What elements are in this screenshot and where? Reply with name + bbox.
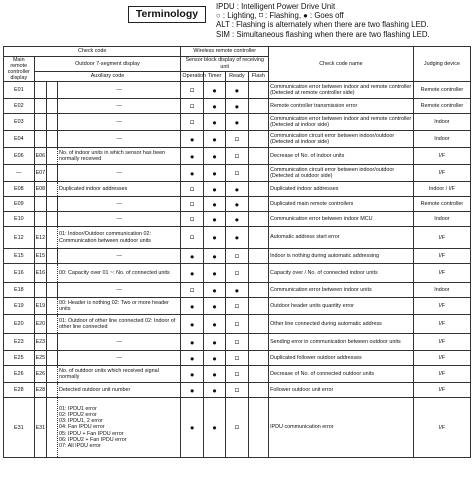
led-tm-indicator: ●: [203, 197, 225, 212]
aux-spacer: [46, 165, 57, 182]
auxiliary-code: —: [58, 249, 181, 264]
auxiliary-code: Detected outdoor unit number: [58, 383, 181, 398]
led-tm-indicator: ●: [203, 148, 225, 165]
led-op-indicator: ⌑: [181, 182, 203, 197]
main-remote-code: E08: [4, 182, 35, 197]
led-tm-indicator: ●: [203, 99, 225, 114]
header-aux-code: Auxiliary code: [34, 71, 181, 82]
judging-device: I/F: [413, 165, 470, 182]
aux-spacer: [46, 131, 57, 148]
aux-spacer: [46, 249, 57, 264]
auxiliary-code: —: [58, 82, 181, 99]
aux-spacer: [46, 212, 57, 227]
check-code-name: Communication error between indoor MCU: [269, 212, 414, 227]
led-rd-indicator: ●: [226, 114, 248, 131]
led-op-indicator: ●: [181, 131, 203, 148]
led-tm-indicator: ●: [203, 165, 225, 182]
main-remote-code: E28: [4, 383, 35, 398]
led-fl-indicator: [248, 315, 268, 334]
aux-spacer: [46, 383, 57, 398]
led-rd-indicator: ⌑: [226, 249, 248, 264]
check-code-name: Duplicated follower outdoor addresses: [269, 351, 414, 366]
judging-device: I/F: [413, 398, 470, 458]
led-tm-indicator: ●: [203, 82, 225, 99]
judging-device: Indoor: [413, 212, 470, 227]
judging-device: I/F: [413, 366, 470, 383]
judging-device: Remote controller: [413, 99, 470, 114]
check-code-name: Communication circuit error between indoor/outdoor (Detected at outdoor side): [269, 165, 414, 182]
main-remote-code: E03: [4, 114, 35, 131]
terminology-legend: [216, 2, 430, 39]
main-remote-code: E04: [4, 131, 35, 148]
aux-spacer: [46, 334, 57, 351]
auxiliary-code: —: [58, 99, 181, 114]
led-op-indicator: ●: [181, 383, 203, 398]
led-rd-indicator: ⌑: [226, 315, 248, 334]
check-code-name: Communication error between indoor and remote controller (Detected at indoor side): [269, 114, 414, 131]
led-tm-indicator: ●: [203, 212, 225, 227]
led-fl-indicator: [248, 212, 268, 227]
header-check-code: Check code: [4, 47, 181, 57]
outdoor-7seg-code: E28: [34, 383, 46, 398]
aux-spacer: [46, 114, 57, 131]
header-flash: Flash: [248, 71, 268, 82]
led-op-indicator: ⌑: [181, 227, 203, 249]
outdoor-7seg-code: [34, 99, 46, 114]
check-code-name: Capacity over / No. of connected indoor units: [269, 264, 414, 283]
led-rd-indicator: ⌑: [226, 298, 248, 315]
header-outdoor-7seg: Outdoor 7-segment display: [34, 57, 181, 72]
aux-spacer: [46, 315, 57, 334]
led-op-indicator: ●: [181, 315, 203, 334]
check-code-name: Decrease of No. of connected outdoor units: [269, 366, 414, 383]
led-op-indicator: ⌑: [181, 197, 203, 212]
aux-spacer: [46, 182, 57, 197]
judging-device: I/F: [413, 351, 470, 366]
auxiliary-code: —: [58, 283, 181, 298]
led-op-indicator: ⌑: [181, 114, 203, 131]
led-rd-indicator: ●: [226, 283, 248, 298]
main-remote-code: E18: [4, 283, 35, 298]
main-remote-code: E10: [4, 212, 35, 227]
judging-device: Indoor: [413, 114, 470, 131]
table-row: [4, 334, 471, 351]
judging-device: I/F: [413, 249, 470, 264]
judging-device: I/F: [413, 383, 470, 398]
main-remote-code: E06: [4, 148, 35, 165]
header-check-code-name: Check code name: [269, 47, 414, 82]
check-code-table: [3, 46, 471, 458]
main-remote-code: E09: [4, 197, 35, 212]
table-row: [4, 197, 471, 212]
led-fl-indicator: [248, 298, 268, 315]
judging-device: Indoor / I/F: [413, 182, 470, 197]
led-op-indicator: ●: [181, 351, 203, 366]
aux-spacer: [46, 398, 57, 458]
outdoor-7seg-code: [34, 82, 46, 99]
led-fl-indicator: [248, 334, 268, 351]
auxiliary-code: No. of outdoor units which received signal normally: [58, 366, 181, 383]
main-remote-code: E15: [4, 249, 35, 264]
led-fl-indicator: [248, 182, 268, 197]
auxiliary-code: —: [58, 351, 181, 366]
table-row: [4, 315, 471, 334]
led-op-indicator: ●: [181, 148, 203, 165]
led-rd-indicator: ●: [226, 82, 248, 99]
led-fl-indicator: [248, 351, 268, 366]
outdoor-7seg-code: E07: [34, 165, 46, 182]
led-rd-indicator: ●: [226, 99, 248, 114]
table-row: [4, 351, 471, 366]
main-remote-code: E02: [4, 99, 35, 114]
led-tm-indicator: ●: [203, 315, 225, 334]
header-main-remote: Main remote controller display: [4, 57, 35, 82]
led-tm-indicator: ●: [203, 264, 225, 283]
outdoor-7seg-code: E20: [34, 315, 46, 334]
led-tm-indicator: ●: [203, 131, 225, 148]
check-code-name: Duplicated main remote controllers: [269, 197, 414, 212]
check-code-rows: [4, 82, 471, 458]
aux-spacer: [46, 227, 57, 249]
judging-device: I/F: [413, 315, 470, 334]
legend-line-ipdu: IPDU : Intelligent Power Drive Unit: [216, 2, 336, 11]
led-fl-indicator: [248, 283, 268, 298]
led-tm-indicator: ●: [203, 398, 225, 458]
led-rd-indicator: ⌑: [226, 148, 248, 165]
outdoor-7seg-code: [34, 114, 46, 131]
led-tm-indicator: ●: [203, 298, 225, 315]
led-op-indicator: ●: [181, 165, 203, 182]
table-row: [4, 165, 471, 182]
led-tm-indicator: ●: [203, 249, 225, 264]
outdoor-7seg-code: E16: [34, 264, 46, 283]
aux-spacer: [46, 298, 57, 315]
main-remote-code: E12: [4, 227, 35, 249]
check-code-name: Sending error in communication between outdoor units: [269, 334, 414, 351]
outdoor-7seg-code: E12: [34, 227, 46, 249]
led-op-indicator: ⌑: [181, 283, 203, 298]
table-row: [4, 114, 471, 131]
check-code-name: Duplicated indoor addresses: [269, 182, 414, 197]
led-rd-indicator: ⌑: [226, 334, 248, 351]
check-code-name: Communication circuit error between indoor/outdoor (Detected at indoor side): [269, 131, 414, 148]
led-tm-indicator: ●: [203, 366, 225, 383]
judging-device: Remote controller: [413, 197, 470, 212]
header-judging-device: Judging device: [413, 47, 470, 82]
led-rd-indicator: ●: [226, 212, 248, 227]
auxiliary-code: 01: Outdoor of other line connected 02: Indoor of other line connected: [58, 315, 181, 334]
led-rd-indicator: ⌑: [226, 131, 248, 148]
main-remote-code: E26: [4, 366, 35, 383]
main-remote-code: E20: [4, 315, 35, 334]
judging-device: Indoor: [413, 283, 470, 298]
led-rd-indicator: ⌑: [226, 165, 248, 182]
outdoor-7seg-code: E25: [34, 351, 46, 366]
judging-device: Remote controller: [413, 82, 470, 99]
check-code-name: Communication error between indoor units: [269, 283, 414, 298]
table-row: [4, 264, 471, 283]
auxiliary-code: —: [58, 165, 181, 182]
led-rd-indicator: ⌑: [226, 398, 248, 458]
main-remote-code: E01: [4, 82, 35, 99]
header-ready: Ready: [226, 71, 248, 82]
auxiliary-code: —: [58, 131, 181, 148]
terminology-title: Terminology: [128, 6, 206, 23]
led-fl-indicator: [248, 366, 268, 383]
led-fl-indicator: [248, 227, 268, 249]
led-fl-indicator: [248, 165, 268, 182]
led-fl-indicator: [248, 131, 268, 148]
main-remote-code: E16: [4, 264, 35, 283]
table-row: [4, 366, 471, 383]
led-op-indicator: ⌑: [181, 212, 203, 227]
led-fl-indicator: [248, 148, 268, 165]
led-rd-indicator: ●: [226, 227, 248, 249]
check-code-name: Other line connected during automatic address: [269, 315, 414, 334]
led-op-indicator: ●: [181, 366, 203, 383]
auxiliary-code: —: [58, 114, 181, 131]
led-rd-indicator: ●: [226, 197, 248, 212]
header-sensor-block: Sensor block display of receiving unit: [181, 57, 269, 72]
legend-line-alt: ALT : Flashing is alternately when there are two flashing LED.: [216, 20, 429, 30]
led-tm-indicator: ●: [203, 182, 225, 197]
auxiliary-code: No. of indoor units in which sensor has been normally received: [58, 148, 181, 165]
table-row: [4, 283, 471, 298]
main-remote-code: E23: [4, 334, 35, 351]
aux-spacer: [46, 264, 57, 283]
outdoor-7seg-code: E23: [34, 334, 46, 351]
auxiliary-code: 01: IPDU1 error 02: IPDU2 error 03: IPDU1, 2 error 04: Fan IPDU error 05: IPDU + Fan IPDU error 06: IPDU2 + Fan IPDU error 07: All IPDU error: [58, 398, 181, 458]
table-row: [4, 227, 471, 249]
table-row: [4, 148, 471, 165]
main-remote-code: E19: [4, 298, 35, 315]
led-fl-indicator: [248, 197, 268, 212]
table-row: [4, 82, 471, 99]
aux-spacer: [46, 99, 57, 114]
aux-spacer: [46, 366, 57, 383]
header-wireless: Wireless remote controller: [181, 47, 269, 57]
table-row: [4, 99, 471, 114]
outdoor-7seg-code: E26: [34, 366, 46, 383]
table-row: [4, 398, 471, 458]
aux-spacer: [46, 283, 57, 298]
legend-line-sim: SIM : Simultaneous flashing when there are two flashing LED.: [216, 29, 430, 39]
outdoor-7seg-code: [34, 212, 46, 227]
judging-device: I/F: [413, 264, 470, 283]
header-operation: Operation: [181, 71, 203, 82]
auxiliary-code: —: [58, 212, 181, 227]
judging-device: I/F: [413, 148, 470, 165]
outdoor-7seg-code: E15: [34, 249, 46, 264]
header-timer: Timer: [203, 71, 225, 82]
led-fl-indicator: [248, 398, 268, 458]
judging-device: I/F: [413, 298, 470, 315]
main-remote-code: E25: [4, 351, 35, 366]
auxiliary-code: Duplicated indoor addresses: [58, 182, 181, 197]
check-code-name: Communication error between indoor and remote controller (Detected at remote controller side): [269, 82, 414, 99]
led-op-indicator: ●: [181, 249, 203, 264]
led-tm-indicator: ●: [203, 334, 225, 351]
led-rd-indicator: ⌑: [226, 351, 248, 366]
led-tm-indicator: ●: [203, 351, 225, 366]
table-row: [4, 298, 471, 315]
main-remote-code: —: [4, 165, 35, 182]
outdoor-7seg-code: [34, 197, 46, 212]
led-tm-indicator: ●: [203, 283, 225, 298]
led-op-indicator: ⌑: [181, 82, 203, 99]
judging-device: I/F: [413, 334, 470, 351]
auxiliary-code: 00: Capacity over 01 ~: No. of connected units: [58, 264, 181, 283]
check-code-name: IPDU communication error: [269, 398, 414, 458]
led-rd-indicator: ●: [226, 182, 248, 197]
outdoor-7seg-code: [34, 283, 46, 298]
outdoor-7seg-code: E31: [34, 398, 46, 458]
led-rd-indicator: ⌑: [226, 264, 248, 283]
judging-device: I/F: [413, 227, 470, 249]
check-code-name: Indoor is nothing during automatic addressing: [269, 249, 414, 264]
outdoor-7seg-code: E08: [34, 182, 46, 197]
led-op-indicator: ●: [181, 398, 203, 458]
outdoor-7seg-code: [34, 131, 46, 148]
led-fl-indicator: [248, 114, 268, 131]
auxiliary-code: —: [58, 197, 181, 212]
led-rd-indicator: ⌑: [226, 366, 248, 383]
check-code-name: Follower outdoor unit error: [269, 383, 414, 398]
led-op-indicator: ●: [181, 298, 203, 315]
led-op-indicator: ●: [181, 264, 203, 283]
led-fl-indicator: [248, 82, 268, 99]
outdoor-7seg-code: E06: [34, 148, 46, 165]
aux-spacer: [46, 82, 57, 99]
legend-line-symbols: ○ : Lighting, ⌑ : Flashing, ● : Goes off: [216, 11, 344, 21]
aux-spacer: [46, 148, 57, 165]
auxiliary-code: 01: Indoor/Outdoor communication 02: Communication between outdoor units: [58, 227, 181, 249]
table-row: [4, 212, 471, 227]
check-code-name: Decrease of No. of indoor units: [269, 148, 414, 165]
table-row: [4, 131, 471, 148]
led-fl-indicator: [248, 249, 268, 264]
led-rd-indicator: ⌑: [226, 383, 248, 398]
table-row: [4, 249, 471, 264]
led-op-indicator: ●: [181, 334, 203, 351]
check-code-name: Automatic address start error: [269, 227, 414, 249]
auxiliary-code: 00: Header is nothing 02: Two or more header units: [58, 298, 181, 315]
led-fl-indicator: [248, 264, 268, 283]
led-fl-indicator: [248, 383, 268, 398]
table-row: [4, 182, 471, 197]
led-op-indicator: ⌑: [181, 99, 203, 114]
led-fl-indicator: [248, 99, 268, 114]
aux-spacer: [46, 351, 57, 366]
judging-device: Indoor: [413, 131, 470, 148]
table-row: [4, 383, 471, 398]
check-code-name: Remote controller transmission error: [269, 99, 414, 114]
led-tm-indicator: ●: [203, 114, 225, 131]
main-remote-code: E31: [4, 398, 35, 458]
led-tm-indicator: ●: [203, 227, 225, 249]
aux-spacer: [46, 197, 57, 212]
outdoor-7seg-code: E19: [34, 298, 46, 315]
led-tm-indicator: ●: [203, 383, 225, 398]
auxiliary-code: —: [58, 334, 181, 351]
check-code-name: Outdoor header units quantity error: [269, 298, 414, 315]
